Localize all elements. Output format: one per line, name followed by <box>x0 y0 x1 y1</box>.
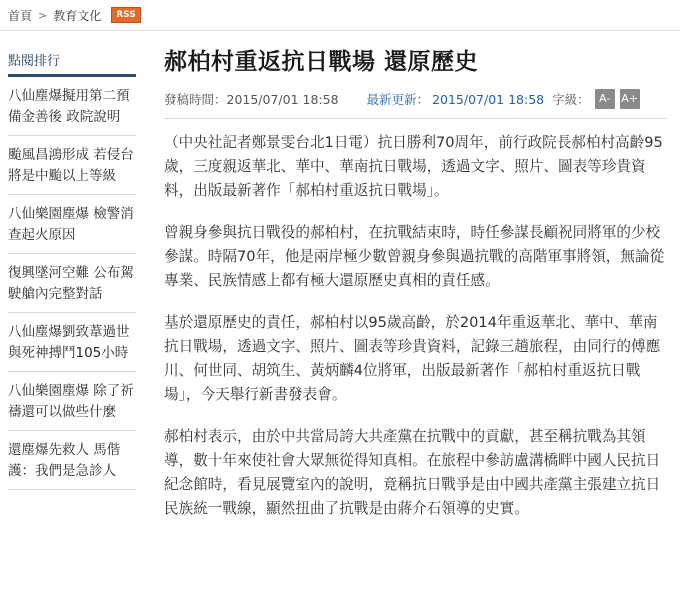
sidebar-header: 點閱排行 <box>8 50 136 77</box>
popular-list-item[interactable]: 八仙樂園塵爆 除了祈禱還可以做些什麼 <box>8 372 136 431</box>
popular-list-item[interactable]: 復興墜河空難 公布駕駛艙內完整對話 <box>8 254 136 313</box>
breadcrumb <box>8 6 141 24</box>
popular-list-item[interactable]: 八仙塵爆擬用第二預備金善後 政院說明 <box>8 77 136 136</box>
updated-time: 2015/07/01 18:58 <box>432 91 545 107</box>
breadcrumb-home-link[interactable]: 首頁 <box>8 8 33 23</box>
breadcrumb-section-link[interactable]: 教育文化 <box>53 8 102 23</box>
article-meta <box>164 88 666 110</box>
article-paragraph: 基於還原歷史的責任，郝柏村以95歲高齡，於2014年重返華北、華中、華南抗日戰場，透過文字、照片、圖表等珍貴資料，記錄三趟旅程，由同行的傅應川、何世同、胡筑生、黃炳麟4位將軍，出版最新著作「郝柏村重返抗日戰場」，今天舉行新書發表會。 <box>164 314 661 403</box>
article-title: 郝柏村重返抗日戰場 還原歷史 <box>164 49 479 75</box>
popular-list <box>8 77 136 490</box>
article-paragraph: 郝柏村表示，由於中共當局誇大共產黨在抗戰中的貢獻，甚至稱抗戰為其領導，數十年來使社會大眾無從得知真相。在旅程中參訪盧溝橋畔中國人民抗日紀念館時，看見展覽室內的說明，竟稱抗日戰爭是由中國共產黨主張建立抗日民族統一戰線，顯然扭曲了抗戰是由蔣介石領導的史實。 <box>164 428 661 517</box>
popular-list-item[interactable]: 八仙塵爆劉致葦過世 與死神搏鬥105小時 <box>8 313 136 372</box>
updated-label: 最新更新： <box>366 92 430 107</box>
article <box>164 46 666 539</box>
popular-list-item[interactable]: 八仙樂園塵爆 檢警消查起火原因 <box>8 195 136 254</box>
rss-icon[interactable]: RSS <box>111 7 141 23</box>
article-paragraph: （中央社記者鄭景雯台北1日電）抗日勝利70周年，前行政院長郝柏村高齡95歲，三度親返華北、華中、華南抗日戰場，透過文字、照片、圖表等珍貴資料，出版最新著作「郝柏村重返抗日戰場」。 <box>164 134 663 199</box>
popular-list-item[interactable]: 還塵爆先救人 馬偕護：我們是急診人 <box>8 431 136 490</box>
article-paragraph: 曾親身參與抗日戰役的郝柏村，在抗戰結束時，時任參謀長顧祝同將軍的少校參謀。時隔70年，他是兩岸極少數曾親身參與過抗戰的高階軍事將領，無論從專業、民族情感上都有極大還原歷史真相的責任感。 <box>164 224 665 289</box>
font-increase-button[interactable]: A+ <box>620 89 640 109</box>
article-body <box>164 131 666 521</box>
font-decrease-button[interactable]: A- <box>595 89 615 109</box>
font-size-label: 字級： <box>552 92 590 107</box>
popular-list-item[interactable]: 颱風昌鴻形成 若侵台將是中颱以上等級 <box>8 136 136 195</box>
breadcrumb-separator: > <box>38 8 48 22</box>
top-divider <box>0 30 680 31</box>
meta-divider <box>164 118 666 119</box>
popular-sidebar <box>8 50 136 490</box>
published-time: 發稿時間：2015/07/01 18:58 <box>164 92 339 107</box>
